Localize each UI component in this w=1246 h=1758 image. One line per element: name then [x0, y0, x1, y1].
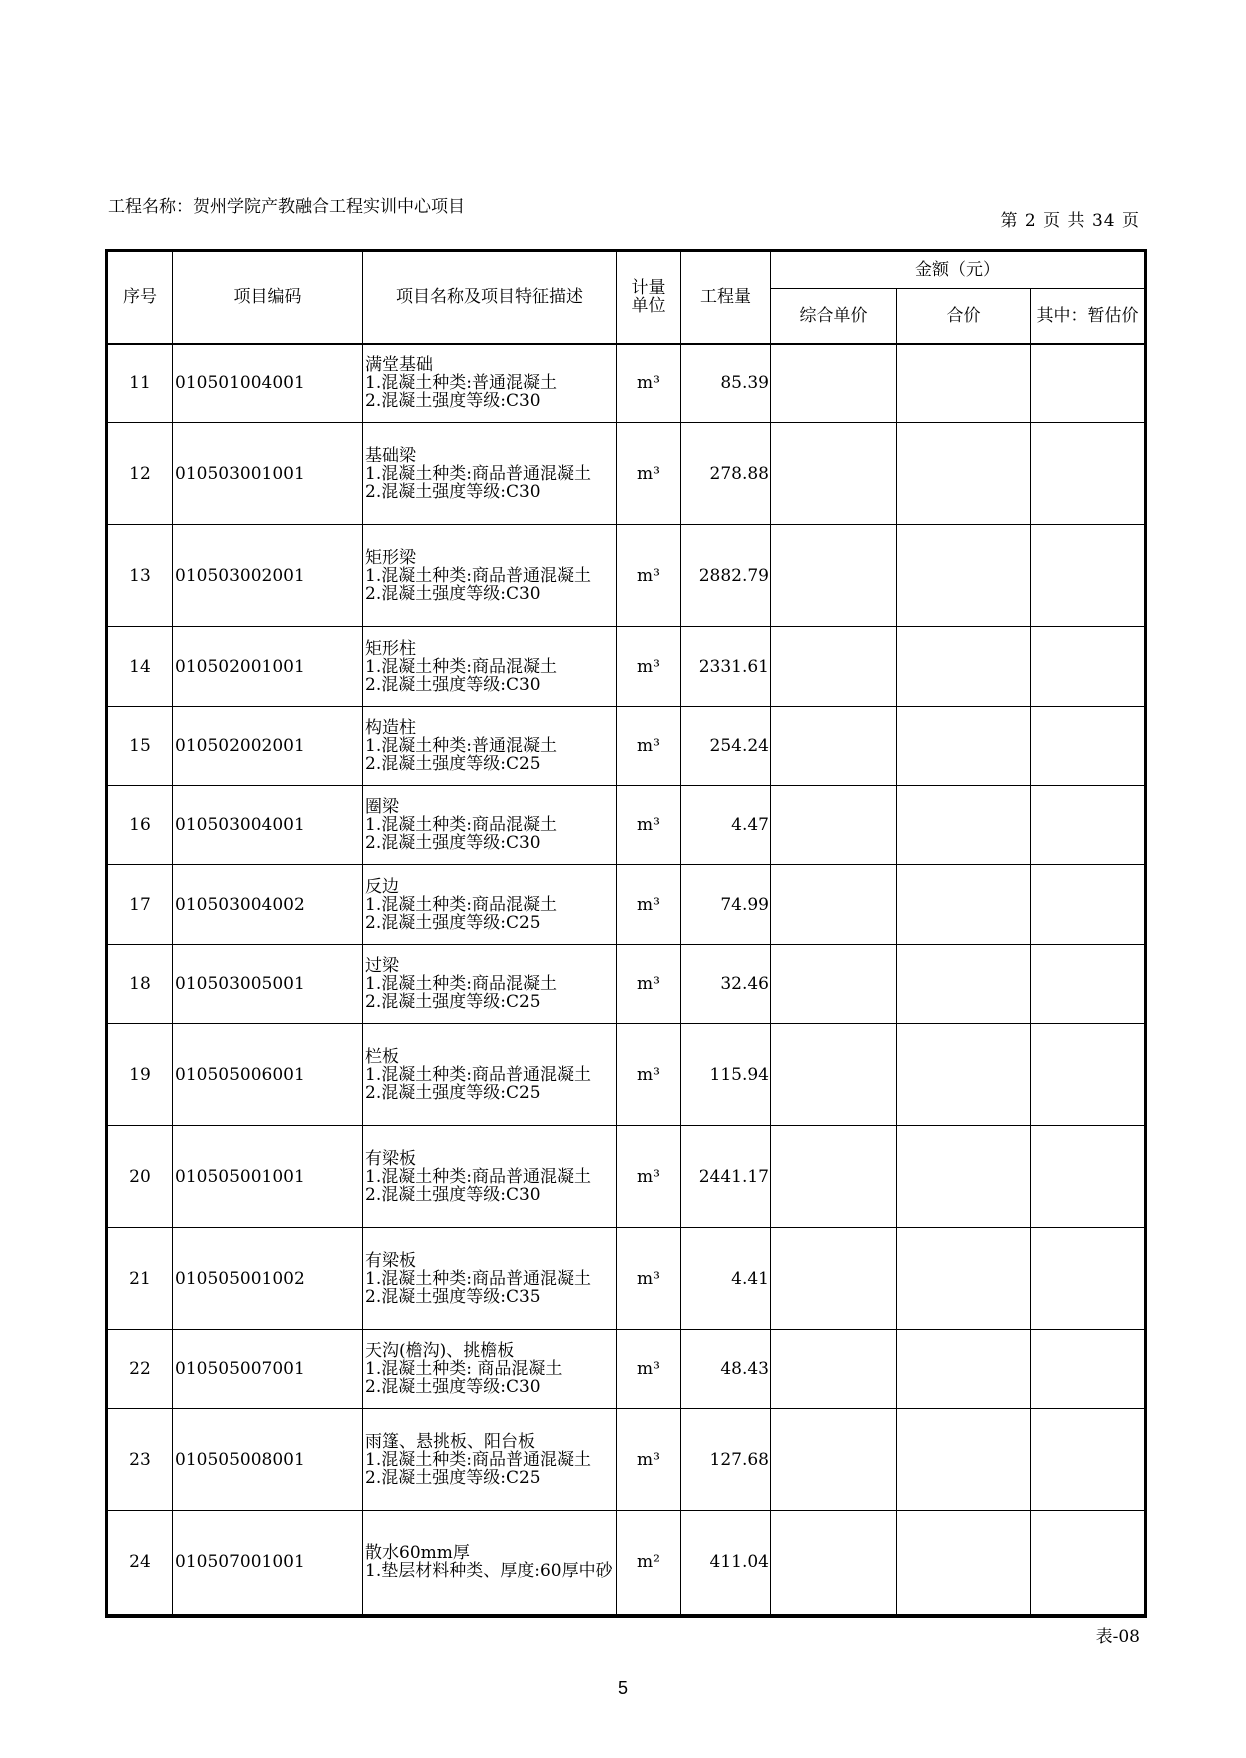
row-quantity: 278.88 [681, 423, 771, 525]
row-unit-price [771, 1409, 897, 1511]
row-total [897, 423, 1031, 525]
row-description: 雨篷、悬挑板、阳台板 1.混凝土种类:商品普通混凝土 2.混凝土强度等级:C25 [363, 1409, 617, 1511]
row-seq: 13 [107, 525, 173, 627]
row-code: 010503001001 [173, 423, 363, 525]
row-seq: 20 [107, 1126, 173, 1228]
row-description: 圈梁 1.混凝土种类:商品混凝土 2.混凝土强度等级:C30 [363, 786, 617, 865]
table-number: 表-08 [1095, 1627, 1140, 1647]
header-provisional: 其中：暂估价 [1031, 289, 1146, 344]
row-code: 010503002001 [173, 525, 363, 627]
row-unit: m³ [617, 945, 681, 1024]
row-seq: 16 [107, 786, 173, 865]
row-code: 010505008001 [173, 1409, 363, 1511]
row-total [897, 786, 1031, 865]
header-amount: 金额（元） [771, 251, 1146, 289]
row-quantity: 411.04 [681, 1511, 771, 1616]
header-seq: 序号 [107, 251, 173, 344]
row-seq: 18 [107, 945, 173, 1024]
row-unit: m³ [617, 865, 681, 945]
row-code: 010505001002 [173, 1228, 363, 1330]
row-code: 010503004001 [173, 786, 363, 865]
row-code: 010505007001 [173, 1330, 363, 1409]
row-unit-price [771, 344, 897, 423]
row-unit: m³ [617, 1330, 681, 1409]
row-code: 010502002001 [173, 707, 363, 786]
row-provisional [1031, 707, 1146, 786]
row-description: 满堂基础 1.混凝土种类:普通混凝土 2.混凝土强度等级:C30 [363, 344, 617, 423]
table-row [107, 344, 1146, 423]
row-quantity: 115.94 [681, 1024, 771, 1126]
row-description: 天沟(檐沟)、挑檐板 1.混凝土种类: 商品混凝土 2.混凝土强度等级:C30 [363, 1330, 617, 1409]
row-unit-price [771, 1330, 897, 1409]
row-unit: m³ [617, 1126, 681, 1228]
row-unit: m³ [617, 1024, 681, 1126]
row-unit-price [771, 1228, 897, 1330]
row-provisional [1031, 1228, 1146, 1330]
row-seq: 19 [107, 1024, 173, 1126]
row-total [897, 344, 1031, 423]
row-quantity: 32.46 [681, 945, 771, 1024]
row-code: 010502001001 [173, 627, 363, 707]
row-unit: m³ [617, 786, 681, 865]
row-unit-price [771, 1126, 897, 1228]
row-quantity: 85.39 [681, 344, 771, 423]
row-quantity: 254.24 [681, 707, 771, 786]
row-unit: m³ [617, 627, 681, 707]
row-provisional [1031, 344, 1146, 423]
bill-of-quantities-table [105, 249, 1147, 1618]
row-unit: m² [617, 1511, 681, 1616]
row-quantity: 4.47 [681, 786, 771, 865]
row-code: 010505006001 [173, 1024, 363, 1126]
row-unit: m³ [617, 1409, 681, 1511]
row-quantity: 48.43 [681, 1330, 771, 1409]
row-provisional [1031, 1024, 1146, 1126]
header-code: 项目编码 [173, 251, 363, 344]
row-quantity: 4.41 [681, 1228, 771, 1330]
row-seq: 24 [107, 1511, 173, 1616]
row-quantity: 2882.79 [681, 525, 771, 627]
row-provisional [1031, 627, 1146, 707]
row-total [897, 1511, 1031, 1616]
table-row [107, 1330, 1146, 1409]
row-seq: 12 [107, 423, 173, 525]
row-description: 矩形梁 1.混凝土种类:商品普通混凝土 2.混凝土强度等级:C30 [363, 525, 617, 627]
row-unit: m³ [617, 423, 681, 525]
row-unit: m³ [617, 1228, 681, 1330]
row-total [897, 627, 1031, 707]
row-unit-price [771, 1511, 897, 1616]
row-total [897, 525, 1031, 627]
table-row [107, 945, 1146, 1024]
row-unit-price [771, 786, 897, 865]
row-provisional [1031, 945, 1146, 1024]
row-total [897, 945, 1031, 1024]
header-name: 项目名称及项目特征描述 [363, 251, 617, 344]
table-row [107, 865, 1146, 945]
page-info: 第 2 页 共 34 页 [1000, 211, 1140, 231]
row-unit-price [771, 865, 897, 945]
row-quantity: 2441.17 [681, 1126, 771, 1228]
row-provisional [1031, 1126, 1146, 1228]
table-row [107, 627, 1146, 707]
row-code: 010503005001 [173, 945, 363, 1024]
row-provisional [1031, 525, 1146, 627]
row-description: 构造柱 1.混凝土种类:普通混凝土 2.混凝土强度等级:C25 [363, 707, 617, 786]
header-unit: 计量单位 [617, 251, 681, 344]
row-seq: 14 [107, 627, 173, 707]
header-total: 合价 [897, 289, 1031, 344]
table-row [107, 1126, 1146, 1228]
row-unit-price [771, 423, 897, 525]
row-total [897, 865, 1031, 945]
row-total [897, 707, 1031, 786]
row-description: 基础梁 1.混凝土种类:商品普通混凝土 2.混凝土强度等级:C30 [363, 423, 617, 525]
table-row [107, 525, 1146, 627]
project-name: 工程名称：贺州学院产教融合工程实训中心项目 [108, 197, 465, 217]
row-total [897, 1024, 1031, 1126]
table-row [107, 1409, 1146, 1511]
row-total [897, 1228, 1031, 1330]
row-total [897, 1126, 1031, 1228]
header-unit-price: 综合单价 [771, 289, 897, 344]
row-description: 有梁板 1.混凝土种类:商品普通混凝土 2.混凝土强度等级:C30 [363, 1126, 617, 1228]
row-seq: 23 [107, 1409, 173, 1511]
row-code: 010505001001 [173, 1126, 363, 1228]
page-number: 5 [617, 1678, 628, 1698]
table-row [107, 423, 1146, 525]
row-description: 过梁 1.混凝土种类:商品混凝土 2.混凝土强度等级:C25 [363, 945, 617, 1024]
row-seq: 15 [107, 707, 173, 786]
row-provisional [1031, 423, 1146, 525]
row-code: 010507001001 [173, 1511, 363, 1616]
row-provisional [1031, 1330, 1146, 1409]
row-unit-price [771, 627, 897, 707]
table-row [107, 707, 1146, 786]
row-quantity: 127.68 [681, 1409, 771, 1511]
table-row [107, 1024, 1146, 1126]
row-total [897, 1409, 1031, 1511]
header-qty: 工程量 [681, 251, 771, 344]
row-unit: m³ [617, 707, 681, 786]
row-description: 有梁板 1.混凝土种类:商品普通混凝土 2.混凝土强度等级:C35 [363, 1228, 617, 1330]
row-provisional [1031, 786, 1146, 865]
row-description: 反边 1.混凝土种类:商品混凝土 2.混凝土强度等级:C25 [363, 865, 617, 945]
row-description: 矩形柱 1.混凝土种类:商品混凝土 2.混凝土强度等级:C30 [363, 627, 617, 707]
table-row [107, 1228, 1146, 1330]
row-seq: 11 [107, 344, 173, 423]
row-provisional [1031, 1409, 1146, 1511]
row-code: 010503004002 [173, 865, 363, 945]
row-provisional [1031, 865, 1146, 945]
row-unit-price [771, 525, 897, 627]
table-row [107, 1511, 1146, 1616]
row-quantity: 2331.61 [681, 627, 771, 707]
row-total [897, 1330, 1031, 1409]
table-row [107, 786, 1146, 865]
row-description: 散水60mm厚 1.垫层材料种类、厚度:60厚中砂 [363, 1511, 617, 1616]
row-seq: 17 [107, 865, 173, 945]
row-quantity: 74.99 [681, 865, 771, 945]
row-unit: m³ [617, 525, 681, 627]
row-unit-price [771, 945, 897, 1024]
row-description: 栏板 1.混凝土种类:商品普通混凝土 2.混凝土强度等级:C25 [363, 1024, 617, 1126]
row-unit-price [771, 707, 897, 786]
row-provisional [1031, 1511, 1146, 1616]
row-unit-price [771, 1024, 897, 1126]
row-seq: 21 [107, 1228, 173, 1330]
row-unit: m³ [617, 344, 681, 423]
row-seq: 22 [107, 1330, 173, 1409]
row-code: 010501004001 [173, 344, 363, 423]
